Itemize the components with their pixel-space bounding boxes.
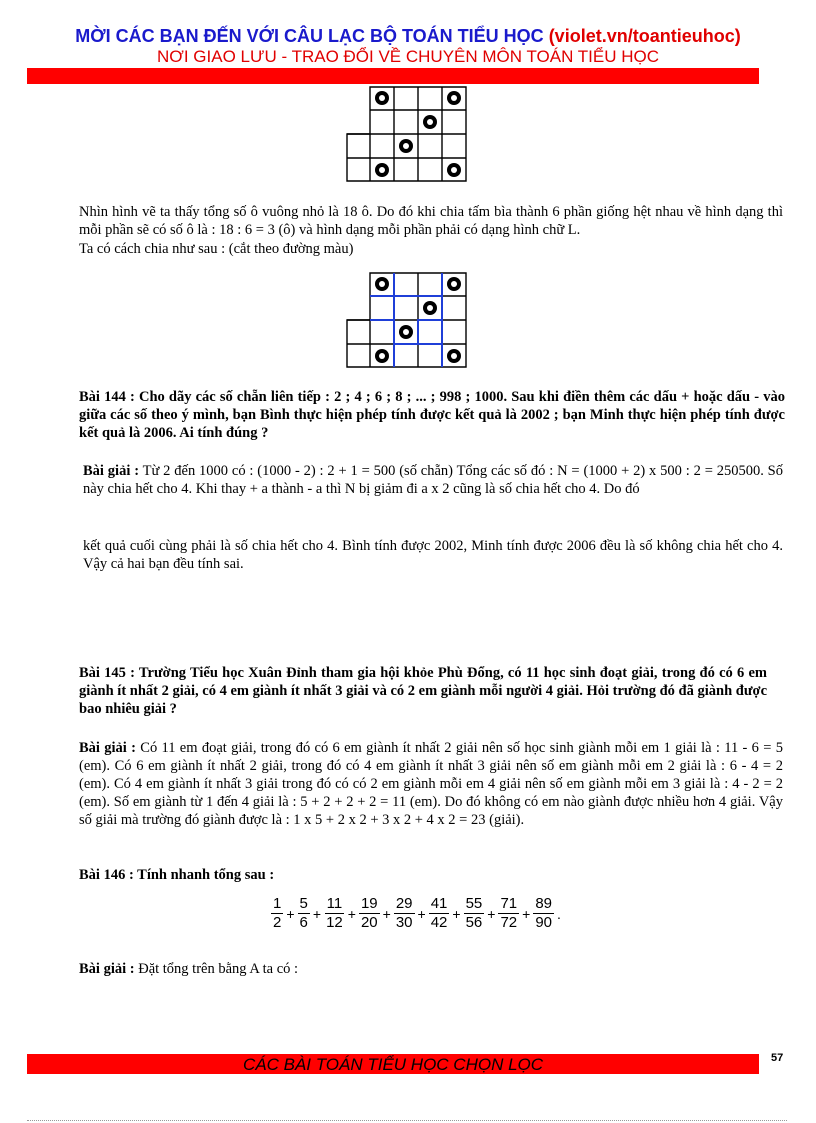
fraction [298,896,310,931]
denominator: 72 [500,914,518,931]
denominator: 2 [273,914,282,931]
fraction [394,896,415,931]
denominator: 12 [326,914,343,931]
numerator: 41 [430,895,448,912]
fraction-sum [270,896,563,931]
solution-146-text: Đặt tổng trên bằng A ta có : [134,961,299,977]
solution-146 [79,960,783,978]
plus-operator: + [312,905,322,922]
problem-144: Bài 144 : Cho dãy các số chẵn liên tiếp : 2 ; 4 ; 6 ; 8 ; ... ; 998 ; 1000. Sau khi điền thêm các dấu + hoặc dấu - vào giữa các số theo ý mình, bạn Bình thực hiện phép tính được kết quả là 2002 ; bạn Minh thực hiện phép tính được kết quả là 2006. Ai tính đúng ? [79,389,785,441]
problem-145: Bài 145 : Trường Tiểu học Xuân Đỉnh tham gia hội khỏe Phù Đổng, có 11 học sinh đoạt giải, trong đó có 6 em giành ít nhất 2 giải, có 4 em giành ít nhất 3 giải và có 2 em giành mỗi người 4 giải. Hỏi trường đó đã giành được bao nhiêu giải ? [79,665,767,717]
plus-operator: + [286,905,295,922]
header-club-name: MỜI CÁC BẠN ĐẾN VỚI CÂU LẠC BỘ TOÁN TIỂU HỌC [75,26,544,46]
bottom-divider [27,1120,787,1121]
denominator: 42 [430,914,448,931]
denominator: 6 [299,914,308,931]
header-bar [27,68,759,84]
fraction [359,896,380,931]
header-link[interactable]: (violet.vn/toantieuhoc) [548,26,741,46]
solution-145-text: Có 11 em đoạt giải, trong đó có 6 em giành ít nhất 2 giải nên số học sinh giành mỗi em 1 giải là : 11 - 6 = 5 (em). Có 6 em giành ít nhất 2 giải, trong đó có 4 em giành ít nhất 3 giải nên số em giành mỗi em 2 giải là : 6 - 4 = 2 (em). Có 4 em giành ít nhất 3 giải trong đó có có 2 em giành mỗi em 4 giải nên số em giành mỗi em 3 giải là : 4 - 2 = 2 (em). Số em giành từ 1 đến 4 giải là : 5 + 2 + 2 + 2 = 11 (em). Do đó không có em nào giành được nhiều hơn 4 giải. Vậy số giải mà trường đó giành được là : 1 x 5 + 2 x 2 + 3 x 2 + 4 x 2 = 23 (giải). [79,740,783,828]
solution-144-text: Từ 2 đến 1000 có : (1000 - 2) : 2 + 1 = 500 (số chẵn) Tổng các số đó : N = (1000 + 2) x 500 : 2 = 250500. Số này chia hết cho 4. Khi thay + a thành - a thì N bị giảm đi a x 2 cũng là số chia hết cho 4. Do đó [83,463,783,497]
numerator: 5 [299,895,308,912]
numerator: 11 [326,895,343,912]
fraction [498,896,519,931]
paragraph-intro: Nhìn hình vẽ ta thấy tổng số ô vuông nhỏ là 18 ô. Do đó khi chia tấm bìa thành 6 phần giống hệt nhau về hình dạng thì mỗi phần sẽ có số ô là : 18 : 6 = 3 (ô) và hình dạng mỗi phần phải có dạng hình chữ L. [79,204,783,238]
plus-operator: + [487,905,496,922]
plus-operator: + [347,905,356,922]
solution-144-part1 [83,462,783,498]
grid-figure-original [346,86,468,182]
page-number: 57 [771,1052,784,1064]
fraction [464,896,485,931]
problem-146: Bài 146 : Tính nhanh tổng sau : [79,867,275,883]
fraction [429,896,450,931]
fraction [271,896,283,931]
numerator: 89 [535,895,552,912]
plus-operator: + [522,905,531,922]
plus-operator: + [417,905,426,922]
denominator: 20 [360,914,378,931]
numerator: 71 [500,895,518,912]
solution-label: Bài giải : [83,463,140,479]
denominator: 56 [465,914,483,931]
plus-operator: + [452,905,461,922]
denominator: 30 [395,914,413,931]
fraction [324,896,345,931]
denominator: 90 [535,914,552,931]
solution-144-part2: kết quả cuối cùng phải là số chia hết cho 4. Bình tính được 2002, Minh tính được 2006 đều là số không chia hết cho 4. Vậy cả hai bạn đều tính sai. [83,538,783,572]
solution-145 [79,739,783,829]
solution-label: Bài giải : [79,961,135,977]
grid-figure-cut [346,272,468,368]
numerator: 1 [273,895,282,912]
sum-end-period: . [557,905,561,922]
numerator: 29 [395,895,413,912]
plus-operator: + [382,905,391,922]
numerator: 19 [360,895,378,912]
header-title [0,26,816,47]
numerator: 55 [465,895,483,912]
solution-label: Bài giải : [79,740,136,756]
footer-title: CÁC BÀI TOÁN TIỂU HỌC CHỌN LỌC [242,1055,544,1074]
paragraph-method: Ta có cách chia như sau : (cắt theo đường màu) [79,241,354,257]
header-subtitle: NƠI GIAO LƯU - TRAO ĐỔI VỀ CHUYÊN MÔN TOÁN TIỂU HỌC [156,47,659,66]
fraction [533,896,554,931]
